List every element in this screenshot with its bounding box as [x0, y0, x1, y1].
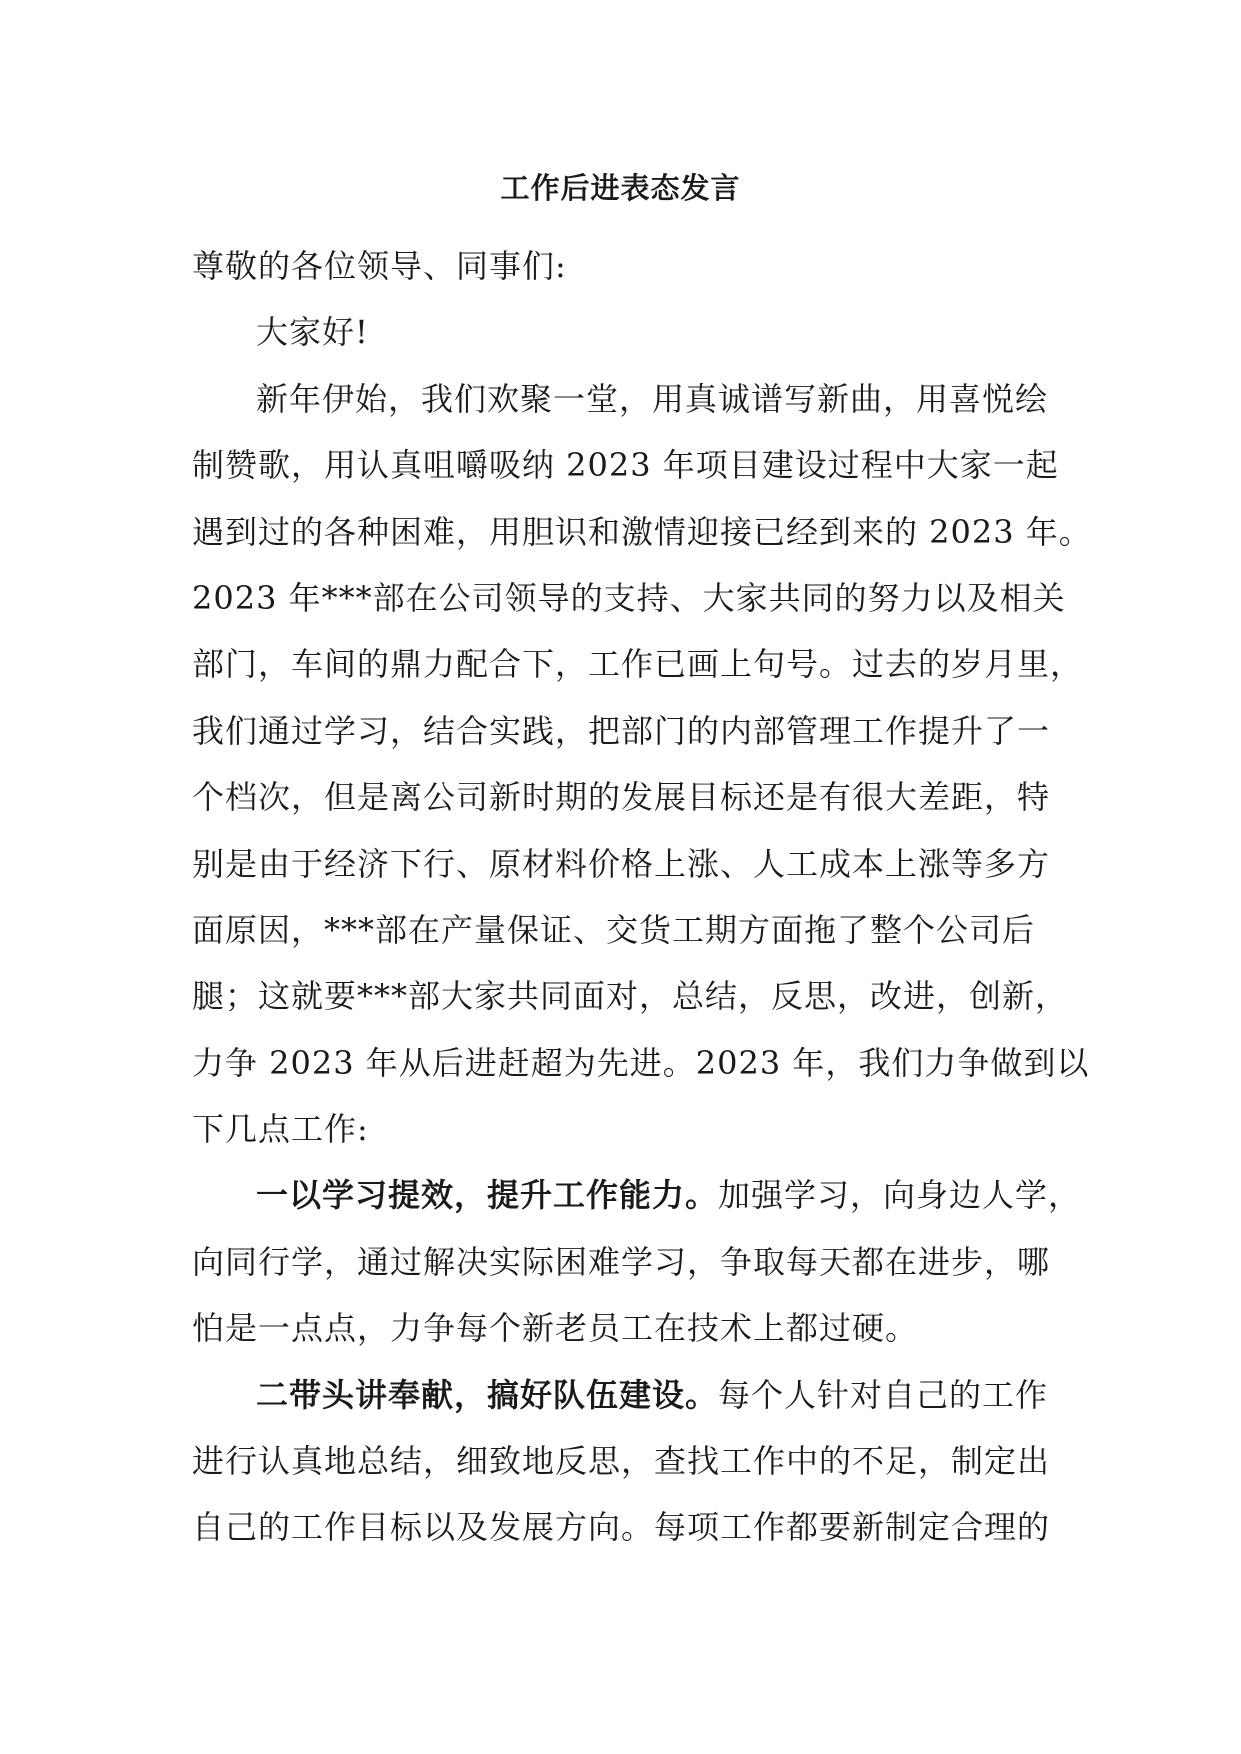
paragraph-line: 制赞歌，用认真咀嚼吸纳 2023 年项目建设过程中大家一起 [192, 446, 1059, 485]
paragraph-line: 我们通过学习，结合实践，把部门的内部管理工作提升了一 [192, 711, 1051, 750]
point-two [192, 1362, 1052, 1561]
point-one [192, 1162, 1082, 1361]
salutation: 尊敬的各位领导、同事们: [192, 247, 567, 285]
paragraph-line: 部门，车间的鼎力配合下，工作已画上句号。过去的岁月里， [192, 645, 1084, 684]
paragraph-line: 腿；这就要***部大家共同面对，总结，反思，改进，创新， [192, 977, 1069, 1016]
point-two-text: 每个人针对自己的工作 [718, 1375, 1049, 1414]
paragraph-line: 下几点工作: [192, 1110, 369, 1149]
greeting: 大家好! [256, 313, 369, 352]
point-two-heading: 二带头讲奉献，搞好队伍建设。 [256, 1375, 719, 1414]
paragraph-line: 2023 年***部在公司领导的支持、大家共同的努力以及相关 [192, 578, 1066, 617]
paragraph-line: 遇到过的各种困难，用胆识和激情迎接已经到来的 2023 年。 [192, 512, 1092, 551]
paragraph-line: 别是由于经济下行、原材料价格上涨、人工成本上涨等多方 [192, 844, 1051, 883]
paragraph-line: 进行认真地总结，细致地反思，查找工作中的不足，制定出 [192, 1442, 1051, 1481]
point-two-first-line [192, 1362, 1052, 1428]
document-title: 工作后进表态发言 [500, 171, 741, 205]
paragraph-line: 怕是一点点，力争每个新老员工在技术上都过硬。 [192, 1309, 919, 1348]
point-one-text: 加强学习，向身边人学， [718, 1176, 1082, 1215]
document-body [192, 233, 1092, 1561]
paragraph-line: 面原因，***部在产量保证、交货工期方面拖了整个公司后 [192, 910, 1036, 949]
paragraph-line: 力争 2023 年从后进赶超为先进。2023 年，我们力争做到以 [192, 1043, 1090, 1082]
paragraph-line: 自己的工作目标以及发展方向。每项工作都要新制定合理的 [192, 1508, 1051, 1547]
point-one-first-line [192, 1162, 1082, 1228]
point-one-heading: 一以学习提效，提升工作能力。 [256, 1176, 719, 1215]
paragraph-intro [192, 366, 1092, 1163]
paragraph-line: 新年伊始，我们欢聚一堂，用真诚谱写新曲，用喜悦绘 [256, 379, 1049, 418]
paragraph-line: 个档次，但是离公司新时期的发展目标还是有很大差距，特 [192, 778, 1051, 817]
paragraph-line: 向同行学，通过解决实际困难学习，争取每天都在进步，哪 [192, 1242, 1051, 1281]
